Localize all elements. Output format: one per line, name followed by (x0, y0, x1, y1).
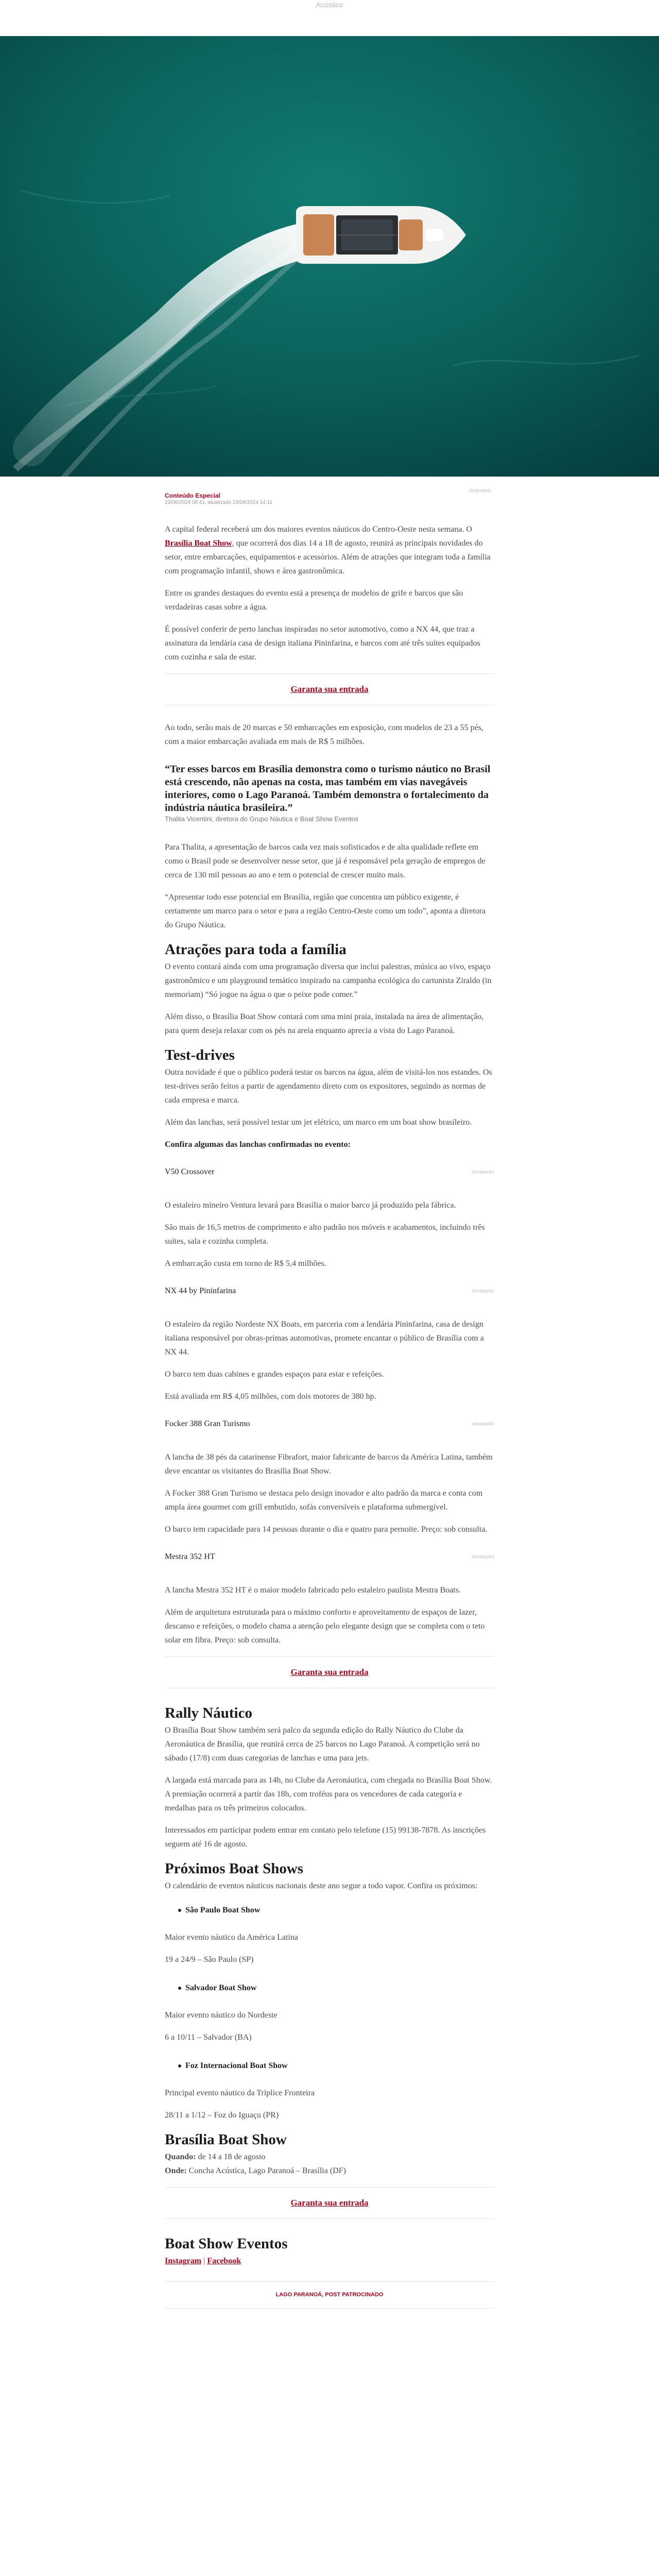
instagram-link[interactable]: Instagram (165, 2257, 202, 2265)
image-credit: (divulgação) (472, 1421, 494, 1426)
paragraph: O estaleiro mineiro Ventura levará para Brasília o maior barco já produzido pela fábrica. (165, 1201, 456, 1210)
event-when: 28/11 a 1/12 – Foz do Iguaçu (PR) (165, 2111, 279, 2120)
paragraph: Está avaliada em R$ 4,05 milhões, com dois motores de 380 hp. (165, 1392, 376, 1401)
event-item (178, 1903, 494, 1917)
image-credit: (divulgação) (472, 1170, 494, 1174)
paragraph: A Focker 388 Gran Turismo se destaca pelo design inovador e alto padrão da marca e conta com ampla área gourmet com grill embutido, sofás conversíveis e plataforma submergível. (165, 1489, 483, 1512)
model-name: Focker 388 Gran Turismo (165, 1419, 250, 1428)
paragraph: Além de arquitetura estruturada para o máximo conforto e aproveitamento de espaços de lazer, descanso e refeições, o modelo chama a atenção pelo elegante design que se completa com o teto solar em fibra. Preço: sob consulta. (165, 1608, 485, 1645)
paragraph: Para Thalita, a apresentação de barcos cada vez mais sofisticados e de alta qualidade reflete em como o Brasil pode se desenvolver nesse setor, que já é responsável pela geração de empregos de cerca de 130 mil pessoas ao ano e tem o potencial de crescer muito mais. (165, 843, 485, 879)
paragraph-intro (165, 522, 494, 578)
model-name: NX 44 by Pininfarina (165, 1286, 236, 1295)
event-where-line (165, 2164, 494, 2178)
where-value: Concha Acústica, Lago Paranoá – Brasília (DF) (186, 2166, 346, 2175)
event-name: Salvador Boat Show (185, 1984, 257, 1992)
quote-text: “Ter esses barcos em Brasília demonstra como o turismo náutico no Brasil está crescendo, não apenas na costa, mas também em vias navegáveis interiores, como o Lago Paranoá. Também demonstra o fortalecimento da indústria náutica brasileira.” (165, 764, 491, 814)
event-item (178, 1981, 494, 1995)
image-credit: (divulgação) (472, 1554, 494, 1559)
yacht-aerial-photo (0, 36, 659, 477)
event-name: Foz Internacional Boat Show (185, 2061, 288, 2070)
tag-link[interactable]: LAGO PARANOÁ, POST PATROCINADO (275, 2292, 384, 2298)
event-item (178, 2059, 494, 2073)
event-when: 19 a 24/9 – São Paulo (SP) (165, 1955, 254, 1964)
event-desc: Maior evento náutico do Nordeste (165, 2011, 278, 2020)
cta-block (165, 673, 494, 705)
paragraph: O estaleiro da região Nordeste NX Boats, em parceria com a lendária Pininfarina, casa de design italiana responsável por obras-primas automotivas, promete encantar o público de Brasília com a NX 44. (165, 1320, 484, 1357)
when-label: Quando: (165, 2153, 196, 2161)
article-meta: 23/08/2024 08:41, atualizado 23/08/2024 14:11 (165, 500, 272, 505)
event-desc: Maior evento náutico da América Latina (165, 1933, 299, 1942)
event-name: São Paulo Boat Show (185, 1906, 261, 1914)
model-heading (165, 1550, 494, 1564)
section-heading-family: Atrações para toda a família (165, 941, 346, 958)
top-bar (0, 0, 659, 36)
bullet-icon (178, 1987, 181, 1990)
ticket-cta-link[interactable]: Garanta sua entrada (290, 1667, 369, 1677)
pull-quote (165, 763, 494, 824)
paragraph: Interessados em participar podem entrar em contato pelo telefone (15) 99138-7878. As inscrições seguem até 16 de agosto. (165, 1826, 486, 1849)
facebook-link[interactable]: Facebook (207, 2257, 241, 2265)
hero-image (0, 36, 659, 477)
paragraph: O Brasília Boat Show também será palco da segunda edição do Rally Náutico do Clube da Aeronáutica de Brasília, que reunirá cerca de 25 barcos no Lago Paranoá. A competição será no sábado (17/8) com duas categorias de lanchas e uma para jets. (165, 1726, 480, 1762)
paragraph: O barco tem duas cabines e grandes espaços para estar e refeições. (165, 1370, 384, 1379)
paragraph: Ao todo, serão mais de 20 marcas e 50 embarcações em exposição, com modelos de 23 a 55 pés, com a maior embarcação avaliada em mais de R$ 5 milhões. (165, 723, 483, 746)
site-brand[interactable]: Acústico (316, 1, 343, 9)
photo-credit: (ilustrativa) (468, 488, 491, 493)
image-credit: (divulgação) (472, 1289, 494, 1293)
bullet-icon (178, 1909, 181, 1912)
model-name: V50 Crossover (165, 1167, 215, 1176)
section-heading-test-drives: Test-drives (165, 1047, 235, 1063)
kicker: Conteúdo Especial (165, 492, 221, 499)
paragraph: Além disso, o Brasília Boat Show contará com uma mini praia, instalada na área de alimentação, para quem deseja relaxar com os pés na areia enquanto aprecia a vista do Lago Paranoá. (165, 1012, 484, 1035)
model-heading (165, 1284, 494, 1298)
article-tags (165, 2281, 494, 2309)
paragraph: O evento contará ainda com uma programação diversa que inclui palestras, música ao vivo, espaço gastronômico e um playground temático inspirado na campanha ecológica do cartunista Ziraldo (in memoriam) “Só jogue na água o que o peixe pode comer.” (165, 962, 492, 999)
cta-block (165, 1656, 494, 1688)
model-heading (165, 1417, 494, 1431)
paragraph: A embarcação custa em torno de R$ 5,4 milhões. (165, 1259, 326, 1268)
event-link[interactable]: Brasília Boat Show (165, 539, 232, 548)
cta-block (165, 2187, 494, 2219)
event-when: 6 a 10/11 – Salvador (BA) (165, 2033, 252, 2042)
intro-text: A capital federal receberá um dos maiores eventos náuticos do Centro-Oeste nesta semana. O (165, 525, 473, 534)
models-intro: Confira algumas das lanchas confirmadas no evento: (165, 1140, 351, 1149)
paragraph: O barco tem capacidade para 14 pessoas durante o dia e quatro para pernoite. Preço: sob consulta. (165, 1525, 488, 1534)
section-heading-bbs: Brasília Boat Show (165, 2131, 287, 2148)
bullet-icon (178, 2064, 181, 2067)
paragraph: A lancha de 38 pés da catarinense Fibrafort, maior fabricante de barcos da América Latina, também deve encantar os visitantes do Brasília Boat Show. (165, 1453, 493, 1476)
paragraph: A largada está marcada para as 14h, no Clube da Aeronáutica, com chegada no Brasília Boat Show. A premiação ocorrerá a partir das 18h, com troféus para os vencedores de cada categoria e medalhas para os três primeiros colocados. (165, 1776, 492, 1812)
paragraph: Além das lanchas, será possível testar um jet elétrico, um marco em um boat show brasileiro. (165, 1118, 472, 1127)
section-heading-rally: Rally Náutico (165, 1705, 252, 1721)
section-heading-events: Boat Show Eventos (165, 2235, 288, 2252)
ticket-cta-link[interactable]: Garanta sua entrada (290, 684, 369, 694)
when-value: de 14 a 18 de agosto (196, 2153, 266, 2161)
paragraph: “Apresentar todo esse potencial em Brasília, região que concentra um público exigente, é certamente um marco para o setor e para a região Centro-Oeste como um todo”, aponta a diretora do Grupo Náutica. (165, 893, 486, 929)
paragraph: É possível conferir de perto lanchas inspiradas no setor automotivo, como a NX 44, que traz a assinatura da lendária casa de design italiana Pininfarina, e barcos com até três suítes equipados com cozinha e sala de estar. (165, 625, 480, 662)
social-separator: | (201, 2257, 207, 2265)
event-desc: Principal evento náutico da Tríplice Fronteira (165, 2089, 315, 2097)
model-heading (165, 1165, 494, 1179)
social-links (165, 2254, 494, 2268)
quote-source: Thalita Vicentini, diretora do Grupo Náutica e Boat Show Eventos (165, 815, 359, 823)
where-label: Onde: (165, 2166, 187, 2175)
ticket-cta-link[interactable]: Garanta sua entrada (290, 2198, 369, 2208)
paragraph: O calendário de eventos náuticos nacionais deste ano segue a todo vapor. Confira os próximos: (165, 1882, 478, 1890)
article (165, 488, 494, 2309)
paragraph: A lancha Mestra 352 HT é o maior modelo fabricado pelo estaleiro paulista Mestra Boats. (165, 1586, 461, 1595)
paragraph: São mais de 16,5 metros de comprimento e alto padrão nos móveis e acabamentos, incluindo três suítes, sala e cozinha completa. (165, 1223, 485, 1246)
section-heading-next-shows: Próximos Boat Shows (165, 1860, 304, 1877)
model-name: Mestra 352 HT (165, 1552, 215, 1561)
event-when-line (165, 2150, 494, 2164)
intro-text-cont: , que ocorrerá dos dias 14 a 18 de agosto, reunirá as principais novidades do setor, entre embarcações, equipamentos e acessórios. Além de atrações que integram toda a família com programação infantil, shows e área gastronômica. (165, 539, 491, 575)
paragraph: Outra novidade é que o público poderá testar os barcos na água, além de visitá-los nos estandes. Os test-drives serão feitos a partir de agendamento direto com os expositores, seguindo as normas de cada empresa e marca. (165, 1068, 492, 1105)
event-list (165, 1903, 494, 2122)
paragraph: Entre os grandes destaques do evento está a presença de modelos de grife e barcos que são verdadeiras casas sobre a água. (165, 589, 463, 612)
